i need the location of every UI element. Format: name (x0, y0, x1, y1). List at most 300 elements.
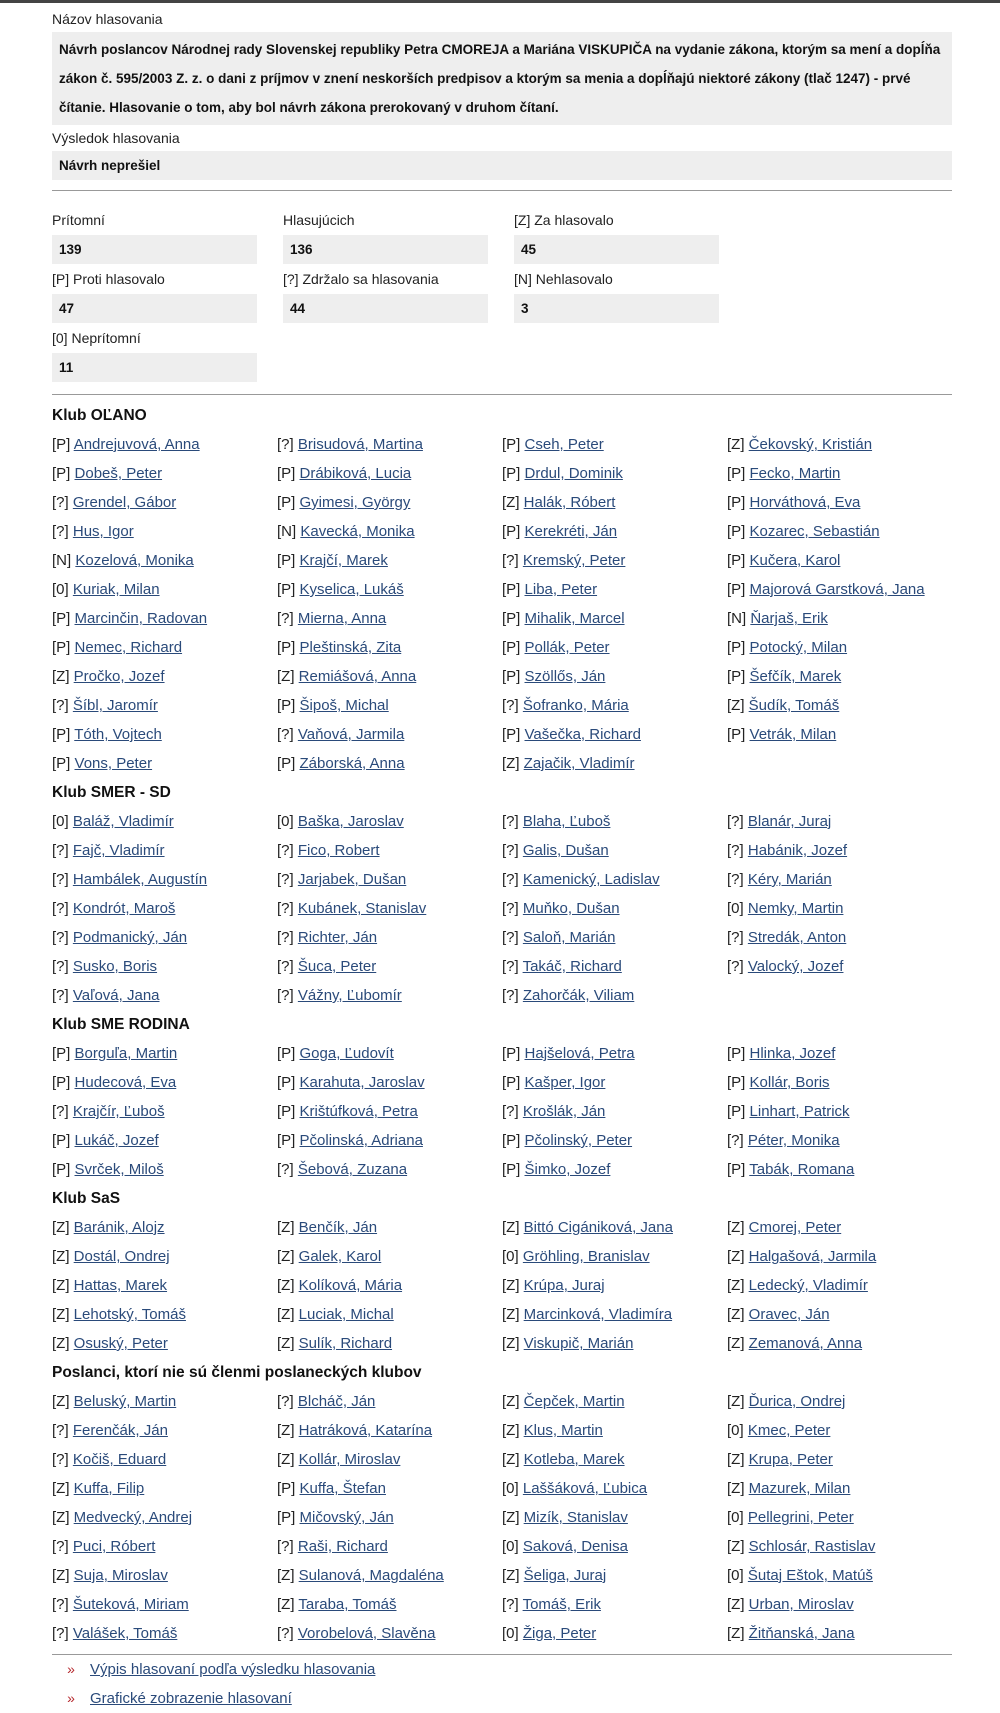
member-link[interactable]: Fico, Robert (297, 842, 380, 859)
member-link[interactable]: Dostál, Ondrej (73, 1248, 170, 1265)
stat-item (514, 264, 745, 323)
member-item (52, 1329, 277, 1358)
member-item (52, 546, 277, 575)
vote-code: [P] (52, 755, 71, 772)
member-link[interactable]: Blaha, Ľuboš (522, 813, 611, 830)
vote-code: [P] (502, 523, 521, 540)
member-link[interactable]: Ledecký, Vladimír (748, 1277, 868, 1294)
vote-code: [Z] (277, 1451, 295, 1468)
vote-code: [0] (727, 1509, 744, 1526)
member-link[interactable]: Fecko, Martin (749, 465, 841, 482)
member-link[interactable]: Pročko, Jozef (73, 668, 165, 685)
vote-code: [Z] (277, 1219, 295, 1236)
member-link[interactable]: Kavecká, Monika (300, 523, 415, 540)
member-link[interactable]: Záborská, Anna (299, 755, 405, 772)
vote-code: [P] (277, 697, 296, 714)
member-link[interactable]: Blcháč, Ján (297, 1393, 376, 1410)
member-item (277, 981, 502, 1010)
member-link[interactable]: Ňarjaš, Erik (750, 610, 828, 627)
member-link[interactable]: Marcinčin, Radovan (74, 610, 208, 627)
member-link[interactable]: Szöllős, Ján (524, 668, 606, 685)
member-link[interactable]: Karahuta, Jaroslav (299, 1074, 425, 1091)
member-link[interactable]: Hlinka, Jozef (749, 1045, 836, 1062)
member-link[interactable]: Krúpa, Juraj (523, 1277, 605, 1294)
member-link[interactable]: Krajčír, Ľuboš (72, 1103, 165, 1120)
member-link[interactable]: Zemanová, Anna (748, 1335, 863, 1352)
member-item (52, 1387, 277, 1416)
member-link[interactable]: Krištúfková, Petra (299, 1103, 418, 1120)
member-item (502, 865, 727, 894)
member-link[interactable]: Borguľa, Martin (74, 1045, 178, 1062)
member-link[interactable]: Hambálek, Augustín (72, 871, 208, 888)
member-link[interactable]: Gyimesi, György (299, 494, 411, 511)
member-link[interactable]: Baláž, Vladimír (72, 813, 174, 830)
member-link[interactable]: Šíbl, Jaromír (72, 697, 158, 714)
stat-label: [?] Zdržalo sa hlasovania (283, 271, 439, 287)
member-link[interactable]: Gröhling, Branislav (522, 1248, 650, 1265)
member-item (727, 894, 952, 923)
member-item (277, 1242, 502, 1271)
vote-code: [Z] (52, 1567, 70, 1584)
vote-code: [P] (52, 1161, 71, 1178)
member-link[interactable]: Pleštinská, Zita (299, 639, 402, 656)
member-link[interactable]: Kuriak, Milan (72, 581, 160, 598)
member-link[interactable]: Šutaj Eštok, Matúš (747, 1567, 873, 1584)
footer-link[interactable]: Grafické zobrazenie hlasovaní (90, 1690, 292, 1707)
member-item (502, 807, 727, 836)
member-link[interactable]: Saková, Denisa (522, 1538, 628, 1555)
member-link[interactable]: Vorobelová, Slavěna (297, 1625, 436, 1642)
vote-code: [?] (502, 552, 519, 569)
member-item (727, 836, 952, 865)
member-link[interactable]: Luciak, Michal (298, 1306, 394, 1323)
member-link[interactable]: Nemec, Richard (74, 639, 183, 656)
vote-code: [Z] (727, 1625, 745, 1642)
double-chevron-right-icon: » (67, 1661, 75, 1677)
vote-code: [Z] (502, 1422, 520, 1439)
member-item (502, 894, 727, 923)
member-link[interactable]: Mierna, Anna (297, 610, 387, 627)
member-link[interactable]: Halgašová, Jarmila (748, 1248, 877, 1265)
vote-code: [Z] (52, 1393, 70, 1410)
stat-item (52, 323, 283, 382)
member-link[interactable]: Šebová, Zuzana (297, 1161, 408, 1178)
member-link[interactable]: Suja, Miroslav (73, 1567, 168, 1584)
member-item (727, 1329, 952, 1358)
member-link[interactable]: Krošlák, Ján (522, 1103, 606, 1120)
member-link[interactable]: Klus, Martin (523, 1422, 603, 1439)
member-link[interactable]: Kozelová, Monika (75, 552, 194, 569)
member-link[interactable]: Kollár, Miroslav (298, 1451, 401, 1468)
member-link[interactable]: Šofranko, Mária (522, 697, 629, 714)
member-item (502, 1126, 727, 1155)
member-item (52, 1503, 277, 1532)
member-link[interactable]: Zahorčák, Viliam (522, 987, 635, 1004)
member-item (52, 1561, 277, 1590)
member-link[interactable]: Puci, Róbert (72, 1538, 156, 1555)
member-link[interactable]: Podmanický, Ján (72, 929, 188, 946)
vote-code: [Z] (52, 1480, 70, 1497)
vote-code: [Z] (277, 1306, 295, 1323)
member-item (502, 662, 727, 691)
member-item (727, 1474, 952, 1503)
member-link[interactable]: Linhart, Patrick (749, 1103, 850, 1120)
member-link[interactable]: Kamenický, Ladislav (522, 871, 660, 888)
vote-code: [P] (277, 552, 296, 569)
member-link[interactable]: Kubánek, Stanislav (297, 900, 427, 917)
member-item (277, 749, 502, 778)
member-link[interactable]: Tomáš, Erik (522, 1596, 601, 1613)
vote-code: [P] (502, 1045, 521, 1062)
member-link[interactable]: Drdul, Dominik (524, 465, 623, 482)
member-item (502, 836, 727, 865)
vote-code: [Z] (277, 1248, 295, 1265)
vote-code: [P] (502, 639, 521, 656)
member-item (502, 1271, 727, 1300)
vote-result-label: Výsledok hlasovania (52, 130, 180, 146)
member-link[interactable]: Vons, Peter (74, 755, 153, 772)
member-link[interactable]: Stredák, Anton (747, 929, 847, 946)
member-link[interactable]: Osuský, Peter (73, 1335, 168, 1352)
member-item (502, 1561, 727, 1590)
vote-detail (52, 6, 952, 1713)
member-item (727, 488, 952, 517)
vote-code: [P] (52, 1045, 71, 1062)
member-link[interactable]: Šuteková, Miriam (72, 1596, 189, 1613)
member-item (277, 488, 502, 517)
member-link[interactable]: Raši, Richard (297, 1538, 388, 1555)
member-item (52, 604, 277, 633)
member-link[interactable]: Jarjabek, Dušan (297, 871, 407, 888)
member-link[interactable]: Kollár, Boris (749, 1074, 830, 1091)
member-link[interactable]: Hudecová, Eva (74, 1074, 177, 1091)
vote-result: Návrh neprešiel (52, 151, 952, 180)
stat-value: 47 (52, 294, 257, 323)
vote-code: [Z] (502, 1306, 520, 1323)
vote-stats (52, 205, 952, 382)
vote-code: [P] (52, 465, 71, 482)
member-link[interactable]: Takáč, Richard (522, 958, 622, 975)
member-item (52, 1097, 277, 1126)
stat-label: [Z] Za hlasovalo (514, 212, 614, 228)
member-link[interactable]: Fajč, Vladimír (72, 842, 165, 859)
member-item (502, 952, 727, 981)
member-item (502, 1474, 727, 1503)
vote-code: [0] (727, 1567, 744, 1584)
member-link[interactable]: Vážny, Ľubomír (297, 987, 402, 1004)
member-item (727, 459, 952, 488)
member-link[interactable]: Ferenčák, Ján (72, 1422, 168, 1439)
footer-link[interactable]: Výpis hlasovaní podľa výsledku hlasovania (90, 1661, 376, 1678)
member-link[interactable]: Schlosár, Rastislav (748, 1538, 876, 1555)
vote-code: [Z] (727, 1306, 745, 1323)
member-link[interactable]: Viskupič, Marián (523, 1335, 634, 1352)
vote-code: [P] (277, 1132, 296, 1149)
member-link[interactable]: Mizík, Stanislav (523, 1509, 628, 1526)
member-link[interactable]: Hattas, Marek (73, 1277, 168, 1294)
member-link[interactable]: Žiga, Peter (522, 1625, 597, 1642)
member-item (502, 1532, 727, 1561)
member-link[interactable]: Lehotský, Tomáš (73, 1306, 186, 1323)
member-item (52, 1300, 277, 1329)
member-link[interactable]: Krajčí, Marek (299, 552, 388, 569)
member-link[interactable]: Šipoš, Michal (299, 697, 389, 714)
vote-code: [?] (277, 1393, 294, 1410)
member-link[interactable]: Mazurek, Milan (748, 1480, 851, 1497)
member-link[interactable]: Taraba, Tomáš (298, 1596, 397, 1613)
member-link[interactable]: Potocký, Milan (749, 639, 848, 656)
vote-code: [P] (502, 726, 521, 743)
member-item (727, 1532, 952, 1561)
member-item (277, 923, 502, 952)
member-link[interactable]: Kočiš, Eduard (72, 1451, 167, 1468)
member-link[interactable]: Tóth, Vojtech (74, 726, 162, 743)
member-link[interactable]: Valocký, Jozef (747, 958, 844, 975)
stat-item (283, 264, 514, 323)
member-item (727, 1271, 952, 1300)
club-members-grid (52, 1213, 952, 1358)
member-link[interactable]: Grendel, Gábor (72, 494, 177, 511)
vote-code: [Z] (52, 1335, 70, 1352)
member-item (277, 517, 502, 546)
member-item (277, 691, 502, 720)
vote-code: [Z] (52, 668, 70, 685)
vote-code: [Z] (502, 494, 520, 511)
member-link[interactable]: Saloň, Marián (522, 929, 616, 946)
member-item (727, 1213, 952, 1242)
member-item (727, 1300, 952, 1329)
club-list (52, 401, 952, 1648)
vote-code: [?] (277, 1161, 294, 1178)
vote-code: [?] (52, 1422, 69, 1439)
vote-code: [?] (502, 842, 519, 859)
stat-item (52, 205, 283, 264)
member-link[interactable]: Blanár, Juraj (747, 813, 832, 830)
vote-code: [Z] (52, 1248, 70, 1265)
stat-label: [P] Proti hlasovalo (52, 271, 165, 287)
member-item (727, 1445, 952, 1474)
member-link[interactable]: Hatráková, Katarína (298, 1422, 433, 1439)
member-item (277, 865, 502, 894)
member-link[interactable]: Ďurica, Ondrej (748, 1393, 846, 1410)
member-link[interactable]: Kučera, Karol (749, 552, 841, 569)
member-item (277, 894, 502, 923)
member-link[interactable]: Valášek, Tomáš (72, 1625, 178, 1642)
vote-code: [?] (502, 697, 519, 714)
member-item (727, 720, 952, 749)
member-item (277, 1126, 502, 1155)
member-link[interactable]: Kuffa, Štefan (299, 1480, 386, 1497)
vote-code: [?] (277, 1538, 294, 1555)
vote-code: [N] (52, 552, 72, 569)
member-link[interactable]: Šeliga, Juraj (523, 1567, 607, 1584)
vote-code: [P] (502, 1074, 521, 1091)
vote-code: [P] (727, 494, 746, 511)
member-item (502, 546, 727, 575)
vote-code: [?] (502, 929, 519, 946)
member-link[interactable]: Lukáč, Jozef (74, 1132, 159, 1149)
member-link[interactable]: Cseh, Peter (524, 436, 604, 453)
member-link[interactable]: Pellegrini, Peter (747, 1509, 854, 1526)
member-link[interactable]: Hus, Igor (72, 523, 134, 540)
member-link[interactable]: Bittó Cigániková, Jana (523, 1219, 673, 1236)
member-item (502, 1068, 727, 1097)
member-item (52, 459, 277, 488)
club-members-grid (52, 807, 952, 1010)
member-item (727, 923, 952, 952)
member-link[interactable]: Baránik, Alojz (73, 1219, 165, 1236)
member-item (502, 691, 727, 720)
member-link[interactable]: Muňko, Dušan (522, 900, 620, 917)
vote-code: [P] (502, 1132, 521, 1149)
vote-code: [Z] (727, 1451, 745, 1468)
member-item (277, 1068, 502, 1097)
member-link[interactable]: Richter, Ján (297, 929, 378, 946)
member-link[interactable]: Kéry, Marián (747, 871, 832, 888)
vote-code: [P] (502, 465, 521, 482)
member-item (52, 633, 277, 662)
member-link[interactable]: Kozarec, Sebastián (749, 523, 880, 540)
member-link[interactable]: Goga, Ľudovít (299, 1045, 394, 1062)
member-item (502, 1155, 727, 1184)
member-link[interactable]: Šimko, Jozef (524, 1161, 611, 1178)
member-item (727, 1590, 952, 1619)
member-link[interactable]: Hajšelová, Petra (524, 1045, 635, 1062)
member-link[interactable]: Krupa, Peter (748, 1451, 833, 1468)
member-link[interactable]: Urban, Miroslav (748, 1596, 854, 1613)
vote-code: [Z] (727, 1219, 745, 1236)
member-link[interactable]: Majorová Garstková, Jana (749, 581, 925, 598)
vote-code: [P] (727, 639, 746, 656)
vote-code: [P] (727, 465, 746, 482)
member-link[interactable]: Halák, Róbert (523, 494, 616, 511)
member-link[interactable]: Kolíková, Mária (298, 1277, 403, 1294)
member-item (727, 517, 952, 546)
member-link[interactable]: Sulanová, Magdaléna (298, 1567, 444, 1584)
member-link[interactable]: Nemky, Martin (747, 900, 844, 917)
vote-code: [Z] (277, 1567, 295, 1584)
member-link[interactable]: Vaňová, Jarmila (297, 726, 405, 743)
member-link[interactable]: Kremský, Peter (522, 552, 626, 569)
member-link[interactable]: Habánik, Jozef (747, 842, 848, 859)
member-link[interactable]: Dobeš, Peter (74, 465, 163, 482)
vote-code: [P] (52, 610, 71, 627)
club-heading: Klub SMER - SD (52, 784, 171, 801)
member-link[interactable]: Péter, Monika (747, 1132, 840, 1149)
club-heading: Klub SME RODINA (52, 1016, 190, 1033)
member-link[interactable]: Mihalik, Marcel (524, 610, 625, 627)
member-link[interactable]: Žitňanská, Jana (748, 1625, 855, 1642)
member-link[interactable]: Cmorej, Peter (748, 1219, 842, 1236)
member-link[interactable]: Svrček, Miloš (74, 1161, 164, 1178)
member-link[interactable]: Pčolinský, Peter (524, 1132, 633, 1149)
member-link[interactable]: Tabák, Romana (749, 1161, 855, 1178)
member-link[interactable]: Baška, Jaroslav (297, 813, 404, 830)
member-link[interactable]: Drábiková, Lucia (299, 465, 412, 482)
vote-code: [N] (277, 523, 297, 540)
vote-code: [?] (277, 929, 294, 946)
member-link[interactable]: Čekovský, Kristián (748, 436, 873, 453)
vote-code: [Z] (502, 755, 520, 772)
vote-code: [?] (502, 958, 519, 975)
member-link[interactable]: Kašper, Igor (524, 1074, 606, 1091)
vote-code: [?] (52, 958, 69, 975)
member-item (502, 1445, 727, 1474)
member-link[interactable]: Remiášová, Anna (298, 668, 417, 685)
member-item (52, 662, 277, 691)
member-link[interactable]: Kyselica, Lukáš (299, 581, 404, 598)
member-link[interactable]: Marcinková, Vladimíra (523, 1306, 673, 1323)
vote-code: [Z] (727, 1277, 745, 1294)
member-link[interactable]: Čepček, Martin (523, 1393, 625, 1410)
member-link[interactable]: Pollák, Peter (524, 639, 610, 656)
member-link[interactable]: Oravec, Ján (748, 1306, 830, 1323)
member-link[interactable]: Kotleba, Marek (523, 1451, 625, 1468)
member-link[interactable]: Brisudová, Martina (297, 436, 423, 453)
member-item (727, 691, 952, 720)
vote-code: [?] (277, 610, 294, 627)
member-link[interactable]: Kuffa, Filip (73, 1480, 145, 1497)
member-item (52, 1590, 277, 1619)
member-link[interactable]: Horváthová, Eva (749, 494, 861, 511)
member-link[interactable]: Mičovský, Ján (299, 1509, 394, 1526)
member-item (502, 1097, 727, 1126)
vote-code: [?] (52, 1538, 69, 1555)
stat-item (514, 205, 745, 264)
member-link[interactable]: Liba, Peter (524, 581, 598, 598)
stat-label: [0] Neprítomní (52, 330, 141, 346)
member-item (727, 807, 952, 836)
member-link[interactable]: Pčolinská, Adriana (299, 1132, 423, 1149)
member-link[interactable]: Šuca, Peter (297, 958, 377, 975)
vote-code: [Z] (52, 1277, 70, 1294)
vote-code: [Z] (277, 1596, 295, 1613)
member-link[interactable]: Benčík, Ján (298, 1219, 378, 1236)
member-link[interactable]: Laššáková, Ľubica (522, 1480, 648, 1497)
member-link[interactable]: Šefčík, Marek (749, 668, 842, 685)
member-link[interactable]: Vašečka, Richard (524, 726, 641, 743)
vote-code: [0] (277, 813, 294, 830)
member-item (502, 575, 727, 604)
member-link[interactable]: Galis, Dušan (522, 842, 609, 859)
member-link[interactable]: Susko, Boris (72, 958, 158, 975)
vote-code: [Z] (277, 668, 295, 685)
member-link[interactable]: Zajačik, Vladimír (523, 755, 635, 772)
vote-code: [Z] (727, 1248, 745, 1265)
member-link[interactable]: Šudík, Tomáš (748, 697, 840, 714)
vote-code: [0] (502, 1248, 519, 1265)
member-link[interactable]: Sulík, Richard (298, 1335, 393, 1352)
member-item (502, 1590, 727, 1619)
member-link[interactable]: Kondrót, Maroš (72, 900, 176, 917)
vote-code: [?] (277, 987, 294, 1004)
member-link[interactable]: Andrejuvová, Anna (73, 436, 200, 453)
vote-code: [?] (52, 494, 69, 511)
member-link[interactable]: Medvecký, Andrej (73, 1509, 193, 1526)
vote-code: [Z] (727, 1596, 745, 1613)
member-link[interactable]: Kmec, Peter (747, 1422, 831, 1439)
vote-code: [?] (277, 871, 294, 888)
vote-code: [?] (502, 987, 519, 1004)
member-link[interactable]: Kerekréti, Ján (524, 523, 618, 540)
vote-code: [?] (52, 1103, 69, 1120)
member-link[interactable]: Beluský, Martin (73, 1393, 177, 1410)
member-link[interactable]: Vetrák, Milan (749, 726, 837, 743)
member-link[interactable]: Galek, Karol (298, 1248, 382, 1265)
vote-code: [?] (52, 1596, 69, 1613)
member-link[interactable]: Vaľová, Jana (72, 987, 160, 1004)
member-item (277, 1503, 502, 1532)
